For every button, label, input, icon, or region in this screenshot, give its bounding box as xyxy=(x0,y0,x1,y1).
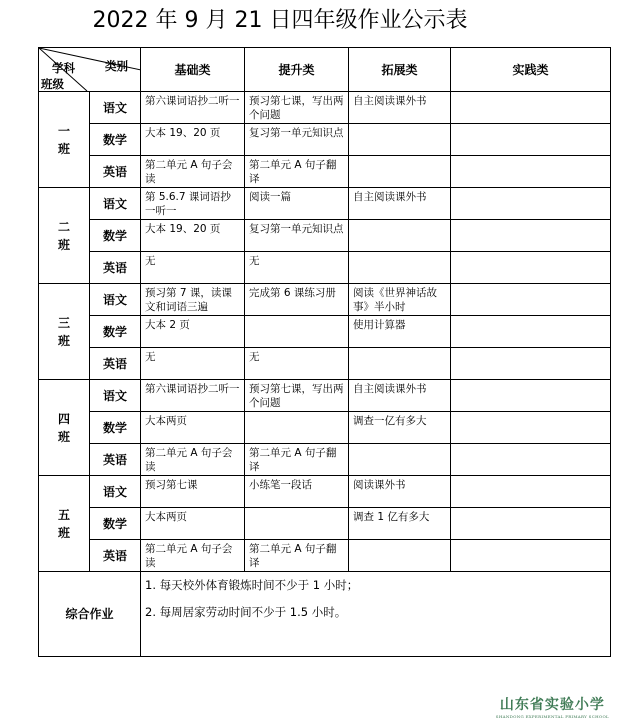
basic-cell: 大本两页 xyxy=(141,508,245,540)
school-name-en: SHANDONG EXPERIMENTAL PRIMARY SCHOOL xyxy=(495,714,609,719)
advanced-cell: 复习第一单元知识点 xyxy=(245,220,349,252)
school-name-cn: 山东省实验小学 xyxy=(499,697,605,713)
advanced-cell: 阅读一篇 xyxy=(245,188,349,220)
basic-cell: 第六课词语抄二听一 xyxy=(141,380,245,412)
column-header-basic: 基础类 xyxy=(141,48,245,92)
extended-cell: 阅读课外书 xyxy=(349,476,451,508)
general-homework-content xyxy=(141,572,611,657)
practice-cell xyxy=(451,188,611,220)
basic-cell: 大本 19、20 页 xyxy=(141,220,245,252)
practice-cell xyxy=(451,92,611,124)
basic-cell: 预习第七课 xyxy=(141,476,245,508)
column-header-extended: 拓展类 xyxy=(349,48,451,92)
subject-cell: 语文 xyxy=(90,284,141,316)
basic-cell: 第 5.6.7 课词语抄一听一 xyxy=(141,188,245,220)
subject-cell: 语文 xyxy=(90,92,141,124)
subject-cell: 语文 xyxy=(90,380,141,412)
class-name-cell xyxy=(39,284,90,380)
basic-cell: 第二单元 A 句子会读 xyxy=(141,540,245,572)
advanced-cell xyxy=(245,508,349,540)
class-name: 一班 xyxy=(57,123,70,156)
homework-table xyxy=(38,47,611,657)
advanced-cell: 第二单元 A 句子翻译 xyxy=(245,540,349,572)
practice-cell xyxy=(451,412,611,444)
extended-cell: 阅读《世界神话故事》半小时 xyxy=(349,284,451,316)
practice-cell xyxy=(451,348,611,380)
practice-cell xyxy=(451,508,611,540)
subject-cell: 英语 xyxy=(90,540,141,572)
advanced-cell: 无 xyxy=(245,348,349,380)
advanced-cell xyxy=(245,412,349,444)
subject-label: 学科 xyxy=(52,61,75,75)
category-label: 类别 xyxy=(105,59,128,73)
class-name-cell xyxy=(39,476,90,572)
advanced-cell xyxy=(245,316,349,348)
table-row xyxy=(39,124,611,156)
extended-cell: 自主阅读课外书 xyxy=(349,92,451,124)
class-name-cell xyxy=(39,380,90,476)
practice-cell xyxy=(451,476,611,508)
basic-cell: 第二单元 A 句子会读 xyxy=(141,156,245,188)
extended-cell: 调查一亿有多大 xyxy=(349,412,451,444)
header-row xyxy=(39,48,611,92)
practice-cell xyxy=(451,540,611,572)
advanced-cell: 预习第七课，写出两个问题 xyxy=(245,92,349,124)
class-name-cell xyxy=(39,92,90,188)
general-homework-row xyxy=(39,572,611,657)
subject-cell: 数学 xyxy=(90,316,141,348)
practice-cell xyxy=(451,284,611,316)
basic-cell: 大本两页 xyxy=(141,412,245,444)
subject-cell: 英语 xyxy=(90,156,141,188)
extended-cell xyxy=(349,252,451,284)
advanced-cell: 无 xyxy=(245,252,349,284)
practice-cell xyxy=(451,156,611,188)
general-homework-label: 综合作业 xyxy=(39,572,141,657)
extended-cell xyxy=(349,540,451,572)
subject-cell: 英语 xyxy=(90,348,141,380)
table-row xyxy=(39,444,611,476)
advanced-cell: 第二单元 A 句子翻译 xyxy=(245,444,349,476)
extended-cell: 调查 1 亿有多大 xyxy=(349,508,451,540)
general-homework-item: 2. 每周居家劳动时间不少于 1.5 小时。 xyxy=(145,605,347,619)
subject-cell: 数学 xyxy=(90,412,141,444)
table-row xyxy=(39,348,611,380)
class-name: 五班 xyxy=(57,507,70,540)
header-corner-cell xyxy=(39,48,141,92)
advanced-cell: 第二单元 A 句子翻译 xyxy=(245,156,349,188)
basic-cell: 大本 19、20 页 xyxy=(141,124,245,156)
extended-cell xyxy=(349,124,451,156)
table-row xyxy=(39,284,611,316)
table-row xyxy=(39,156,611,188)
class-name: 三班 xyxy=(57,315,70,348)
table-row xyxy=(39,508,611,540)
basic-cell: 无 xyxy=(141,252,245,284)
subject-cell: 语文 xyxy=(90,188,141,220)
basic-cell: 无 xyxy=(141,348,245,380)
practice-cell xyxy=(451,380,611,412)
practice-cell xyxy=(451,220,611,252)
subject-cell: 数学 xyxy=(90,508,141,540)
general-homework-item: 1. 每天校外体育锻炼时间不少于 1 小时； xyxy=(145,578,359,592)
basic-cell: 第二单元 A 句子会读 xyxy=(141,444,245,476)
column-header-advanced: 提升类 xyxy=(245,48,349,92)
class-name: 二班 xyxy=(57,219,70,252)
advanced-cell: 小练笔一段话 xyxy=(245,476,349,508)
table-row xyxy=(39,412,611,444)
advanced-cell: 预习第七课，写出两个问题 xyxy=(245,380,349,412)
table-row xyxy=(39,380,611,412)
subject-cell: 数学 xyxy=(90,220,141,252)
extended-cell xyxy=(349,348,451,380)
class-label: 班级 xyxy=(41,77,64,91)
extended-cell xyxy=(349,444,451,476)
extended-cell xyxy=(349,220,451,252)
school-logo xyxy=(496,694,609,719)
table-row xyxy=(39,188,611,220)
practice-cell xyxy=(451,316,611,348)
table-row xyxy=(39,220,611,252)
table-row xyxy=(39,252,611,284)
practice-cell xyxy=(451,444,611,476)
subject-cell: 英语 xyxy=(90,252,141,284)
basic-cell: 大本 2 页 xyxy=(141,316,245,348)
subject-cell: 语文 xyxy=(90,476,141,508)
class-name: 四班 xyxy=(57,411,70,444)
practice-cell xyxy=(451,124,611,156)
subject-cell: 数学 xyxy=(90,124,141,156)
extended-cell: 自主阅读课外书 xyxy=(349,188,451,220)
table-row xyxy=(39,92,611,124)
subject-cell: 英语 xyxy=(90,444,141,476)
table-row xyxy=(39,540,611,572)
extended-cell: 使用计算器 xyxy=(349,316,451,348)
page-title: 2022 年 9 月 21 日四年级作业公示表 xyxy=(92,8,468,33)
practice-cell xyxy=(451,252,611,284)
table-row xyxy=(39,316,611,348)
class-name-cell xyxy=(39,188,90,284)
column-header-practice: 实践类 xyxy=(451,48,611,92)
advanced-cell: 完成第 6 课练习册 xyxy=(245,284,349,316)
basic-cell: 第六课词语抄二听一 xyxy=(141,92,245,124)
advanced-cell: 复习第一单元知识点 xyxy=(245,124,349,156)
table-row xyxy=(39,476,611,508)
extended-cell xyxy=(349,156,451,188)
basic-cell: 预习第 7 课，读课文和词语三遍 xyxy=(141,284,245,316)
extended-cell: 自主阅读课外书 xyxy=(349,380,451,412)
